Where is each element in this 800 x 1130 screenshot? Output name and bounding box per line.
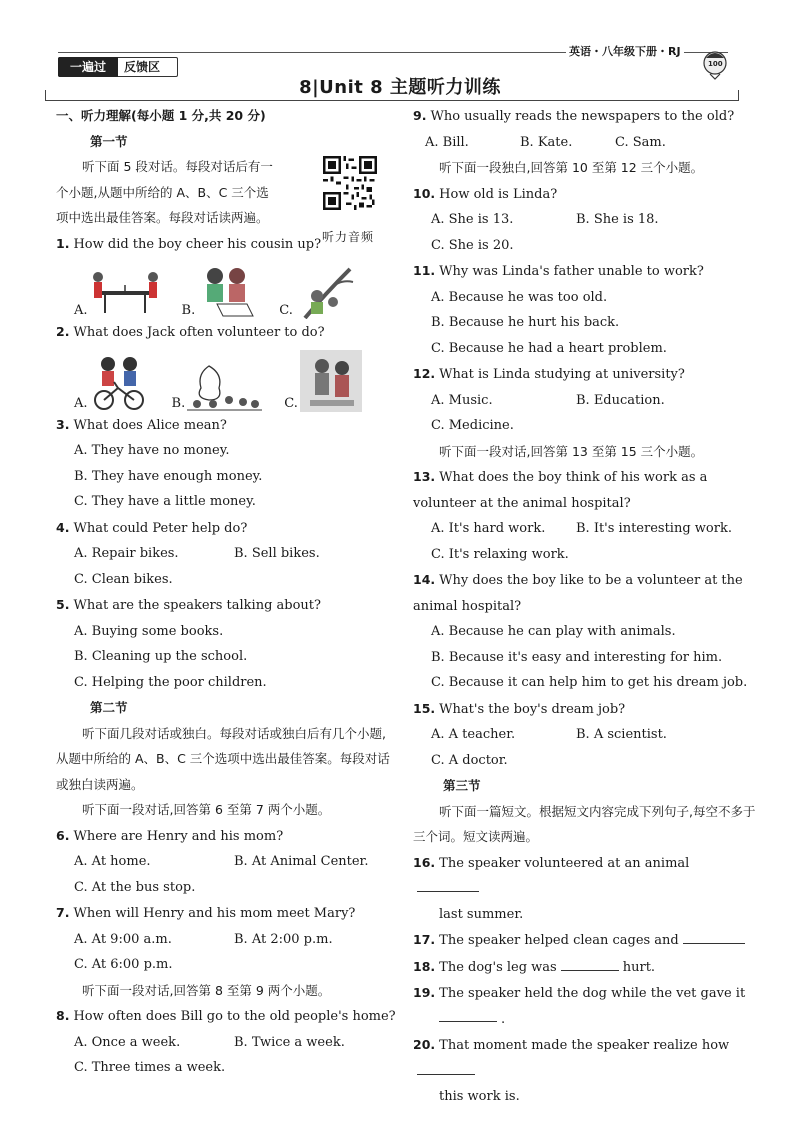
question-6 [56, 823, 396, 850]
q1-option-a[interactable] [74, 269, 160, 319]
question-text: What are the speakers talking about? [73, 598, 321, 613]
question-text: Where are Henry and his mom? [73, 828, 284, 844]
bicycle-repair-icon [90, 354, 150, 412]
answer-blank-17[interactable] [683, 929, 745, 944]
q7-option-a[interactable]: A. At 9:00 a.m. [74, 931, 172, 947]
ping-pong-table-icon [90, 269, 160, 319]
tree-climbing-icon [295, 264, 355, 319]
question-text: How did the boy cheer his cousin up? [73, 236, 322, 252]
question-4 [56, 515, 396, 542]
option-label: B. [171, 395, 186, 411]
section-3-title: 第三节 [443, 778, 481, 793]
section-2-title: 第二节 [90, 700, 128, 715]
question-number: 7. [56, 905, 70, 920]
question-number: 16. [413, 854, 436, 870]
q6-option-b[interactable]: B. At Animal Center. [234, 854, 369, 869]
q3-option-b[interactable]: B. They have enough money. [74, 468, 263, 484]
q10-option-c[interactable]: C. She is 20. [431, 237, 514, 253]
q4-options-row [56, 541, 396, 567]
question-number: 18. [413, 958, 436, 974]
question-text: The dog's leg was [439, 959, 557, 975]
part-title: 一、听力理解(每小题 1 分,共 20 分) [56, 108, 266, 123]
q12-option-a[interactable]: A. Music. [431, 392, 493, 408]
question-number: 11. [413, 263, 436, 278]
question-14 [413, 567, 758, 619]
qr-code-icon[interactable] [322, 155, 378, 211]
q8-option-a[interactable]: A. Once a week. [74, 1034, 181, 1050]
answer-blank-20[interactable] [417, 1060, 475, 1075]
q5-option-c[interactable]: C. Helping the poor children. [74, 674, 267, 690]
q7-option-c[interactable]: C. At 6:00 p.m. [74, 957, 173, 972]
right-column [413, 103, 758, 1110]
question-text: The speaker held the dog while the vet gave it [439, 986, 746, 1001]
section-1-title: 第一节 [90, 133, 128, 149]
q20-continued: this work is. [439, 1089, 520, 1104]
q6-option-c[interactable]: C. At the bus stop. [74, 879, 196, 895]
question-13 [413, 464, 758, 516]
q12-option-b[interactable]: B. Education. [576, 392, 665, 408]
q3-option-c[interactable]: C. They have a little money. [74, 494, 256, 509]
question-17 [413, 927, 758, 954]
q11-option-b[interactable]: B. Because he hurt his back. [431, 315, 620, 330]
section-2-instructions: 听下面几段对话或独白。每段对话或独白后有几个小题,从题中所给的 A、B、C 三个选项中选出最佳答案。每段对话或独白读两遍。 [56, 725, 390, 792]
question-5 [56, 592, 396, 619]
q10-option-b[interactable]: B. She is 18. [576, 212, 659, 227]
q13-option-c[interactable]: C. It's relaxing work. [431, 546, 569, 562]
q13-option-a[interactable]: A. It's hard work. [431, 521, 546, 536]
intro-q13-q15: 听下面一段对话,回答第 13 至第 15 三个小题。 [439, 443, 704, 459]
q2-option-b[interactable] [172, 360, 263, 412]
q2-option-a[interactable] [74, 354, 150, 412]
q15-option-b[interactable]: B. A scientist. [576, 727, 667, 742]
q15-option-a[interactable]: A. A teacher. [431, 727, 516, 742]
question-18 [413, 954, 758, 981]
q14-option-a[interactable]: A. Because he can play with animals. [431, 624, 676, 639]
title-bracket [45, 90, 739, 101]
question-20 [413, 1032, 758, 1084]
question-8 [56, 1003, 396, 1030]
question-number: 17. [413, 932, 436, 947]
question-number: 2. [56, 324, 70, 339]
logo-main: 一遍过 [58, 57, 118, 77]
intro-q10-q12: 听下面一段独白,回答第 10 至第 12 三个小题。 [439, 160, 704, 175]
question-12 [413, 361, 758, 388]
question-number: 3. [56, 416, 70, 432]
question-text: What does the boy think of his work as a volunteer at the animal hospital? [413, 470, 708, 511]
q11-option-c[interactable]: C. Because he had a heart problem. [431, 340, 667, 356]
question-text: Who usually reads the newspapers to the old? [430, 109, 735, 124]
option-label: C. [284, 395, 298, 411]
question-10 [413, 181, 758, 208]
intro-q8-q9: 听下面一段对话,回答第 8 至第 9 两个小题。 [82, 982, 331, 998]
q19-continued [413, 1007, 758, 1033]
answer-blank-19[interactable] [439, 1007, 497, 1022]
q8-options-row [56, 1030, 396, 1056]
intro-q6-q7: 听下面一段对话,回答第 6 至第 7 两个小题。 [82, 802, 331, 817]
q1-picture-options [56, 257, 396, 319]
section-1-instructions: 听下面 5 段对话。每段对话后有一个小题,从题中所给的 A、B、C 三个选项中选出最佳答案。每段对话读两遍。 [56, 159, 273, 225]
q3-option-a[interactable]: A. They have no money. [74, 443, 230, 458]
question-9 [413, 103, 758, 130]
question-text: Why does the boy like to be a volunteer at the animal hospital? [413, 573, 743, 614]
section-3-instructions: 听下面一篇短文。根据短文内容完成下列句子,每空不多于三个词。短文读两遍。 [413, 803, 756, 844]
helping-elderly-icon [300, 350, 362, 412]
question-2 [56, 319, 396, 346]
question-number: 12. [413, 366, 436, 381]
question-15 [413, 696, 758, 723]
question-3 [56, 412, 396, 439]
q9-option-b[interactable]: B. Kate. [520, 134, 573, 150]
question-text-tail: . [501, 1011, 506, 1027]
qr-label: 听力音频 [322, 229, 375, 244]
q8-option-b[interactable]: B. Twice a week. [234, 1034, 345, 1050]
q1-option-b[interactable] [182, 264, 258, 319]
logo-section: 反馈区 [124, 60, 161, 74]
question-text: That moment made the speaker realize how [439, 1038, 730, 1053]
q2-option-c[interactable] [284, 350, 362, 412]
question-7 [56, 900, 396, 927]
q5-option-b[interactable]: B. Cleaning up the school. [74, 649, 248, 664]
q15-option-c[interactable]: C. A doctor. [431, 752, 508, 768]
q9-options-row [413, 130, 758, 156]
question-text: How often does Bill go to the old people's home? [73, 1009, 396, 1024]
question-number: 13. [413, 469, 436, 484]
q7-option-b[interactable]: B. At 2:00 p.m. [234, 931, 333, 947]
left-column [56, 103, 396, 1081]
q1-option-c[interactable] [279, 264, 355, 319]
q14-option-c[interactable]: C. Because it can help him to get his dream job. [431, 675, 748, 690]
question-number: 9. [413, 108, 427, 123]
q15-options-row [413, 722, 758, 748]
q7-options-row [56, 927, 396, 953]
answer-blank-18[interactable] [561, 956, 619, 971]
q4-option-a[interactable]: A. Repair bikes. [74, 546, 179, 561]
q6-option-a[interactable]: A. At home. [74, 854, 151, 869]
q10-option-a[interactable]: A. She is 13. [431, 212, 514, 227]
question-number: 15. [413, 700, 436, 716]
q6-options-row [56, 849, 396, 875]
option-label: A. [74, 303, 88, 318]
question-number: 10. [413, 185, 436, 201]
q13-option-b[interactable]: B. It's interesting work. [576, 521, 732, 536]
question-text: Why was Linda's father unable to work? [439, 264, 704, 279]
book-info: 英语・八年级下册・RJ [566, 43, 684, 59]
question-text: How old is Linda? [439, 186, 558, 202]
q12-options-row [413, 388, 758, 414]
question-number: 20. [413, 1037, 436, 1052]
question-number: 6. [56, 827, 70, 843]
question-number: 5. [56, 597, 70, 612]
q10-options-row [413, 207, 758, 233]
question-text: What does Jack often volunteer to do? [73, 325, 325, 340]
q9-option-c[interactable]: C. Sam. [615, 134, 666, 150]
q14-option-b[interactable]: B. Because it's easy and interesting for him. [431, 649, 723, 665]
option-label: A. [74, 395, 88, 411]
question-16 [413, 850, 758, 902]
question-text-tail: hurt. [622, 959, 656, 975]
svg-text:100: 100 [708, 60, 723, 68]
page-title: 8|Unit 8 主题听力训练 [299, 77, 501, 98]
qr-block [322, 155, 384, 250]
question-number: 1. [56, 235, 70, 251]
q16-continued: last summer. [439, 906, 524, 922]
question-text: The speaker volunteered at an animal [439, 855, 690, 871]
question-text: What could Peter help do? [73, 520, 248, 536]
q11-option-a[interactable]: A. Because he was too old. [431, 289, 608, 305]
question-number: 14. [413, 572, 436, 587]
answer-blank-16[interactable] [417, 877, 479, 892]
q4-option-b[interactable]: B. Sell bikes. [234, 546, 320, 561]
option-label: C. [279, 303, 293, 318]
question-text: What's the boy's dream job? [439, 701, 626, 717]
q4-option-c[interactable]: C. Clean bikes. [74, 571, 173, 587]
question-text: When will Henry and his mom meet Mary? [73, 906, 356, 921]
q2-picture-options [56, 346, 396, 412]
question-text: The speaker helped clean cages and [439, 933, 679, 948]
q9-option-a[interactable]: A. Bill. [425, 134, 469, 150]
q12-option-c[interactable]: C. Medicine. [431, 418, 514, 433]
question-text: What is Linda studying at university? [439, 367, 685, 382]
tree-planting-icon [187, 360, 262, 412]
question-11 [413, 258, 758, 285]
question-19 [413, 980, 758, 1007]
drawing-together-icon [197, 264, 257, 319]
page-header [0, 0, 800, 100]
question-number: 4. [56, 519, 70, 535]
question-number: 19. [413, 985, 436, 1000]
question-text: What does Alice mean? [73, 417, 227, 433]
option-label: B. [181, 303, 196, 318]
q5-option-a[interactable]: A. Buying some books. [74, 623, 224, 639]
q13-options-row [413, 516, 758, 542]
q8-option-c[interactable]: C. Three times a week. [74, 1060, 226, 1075]
question-number: 8. [56, 1008, 70, 1023]
